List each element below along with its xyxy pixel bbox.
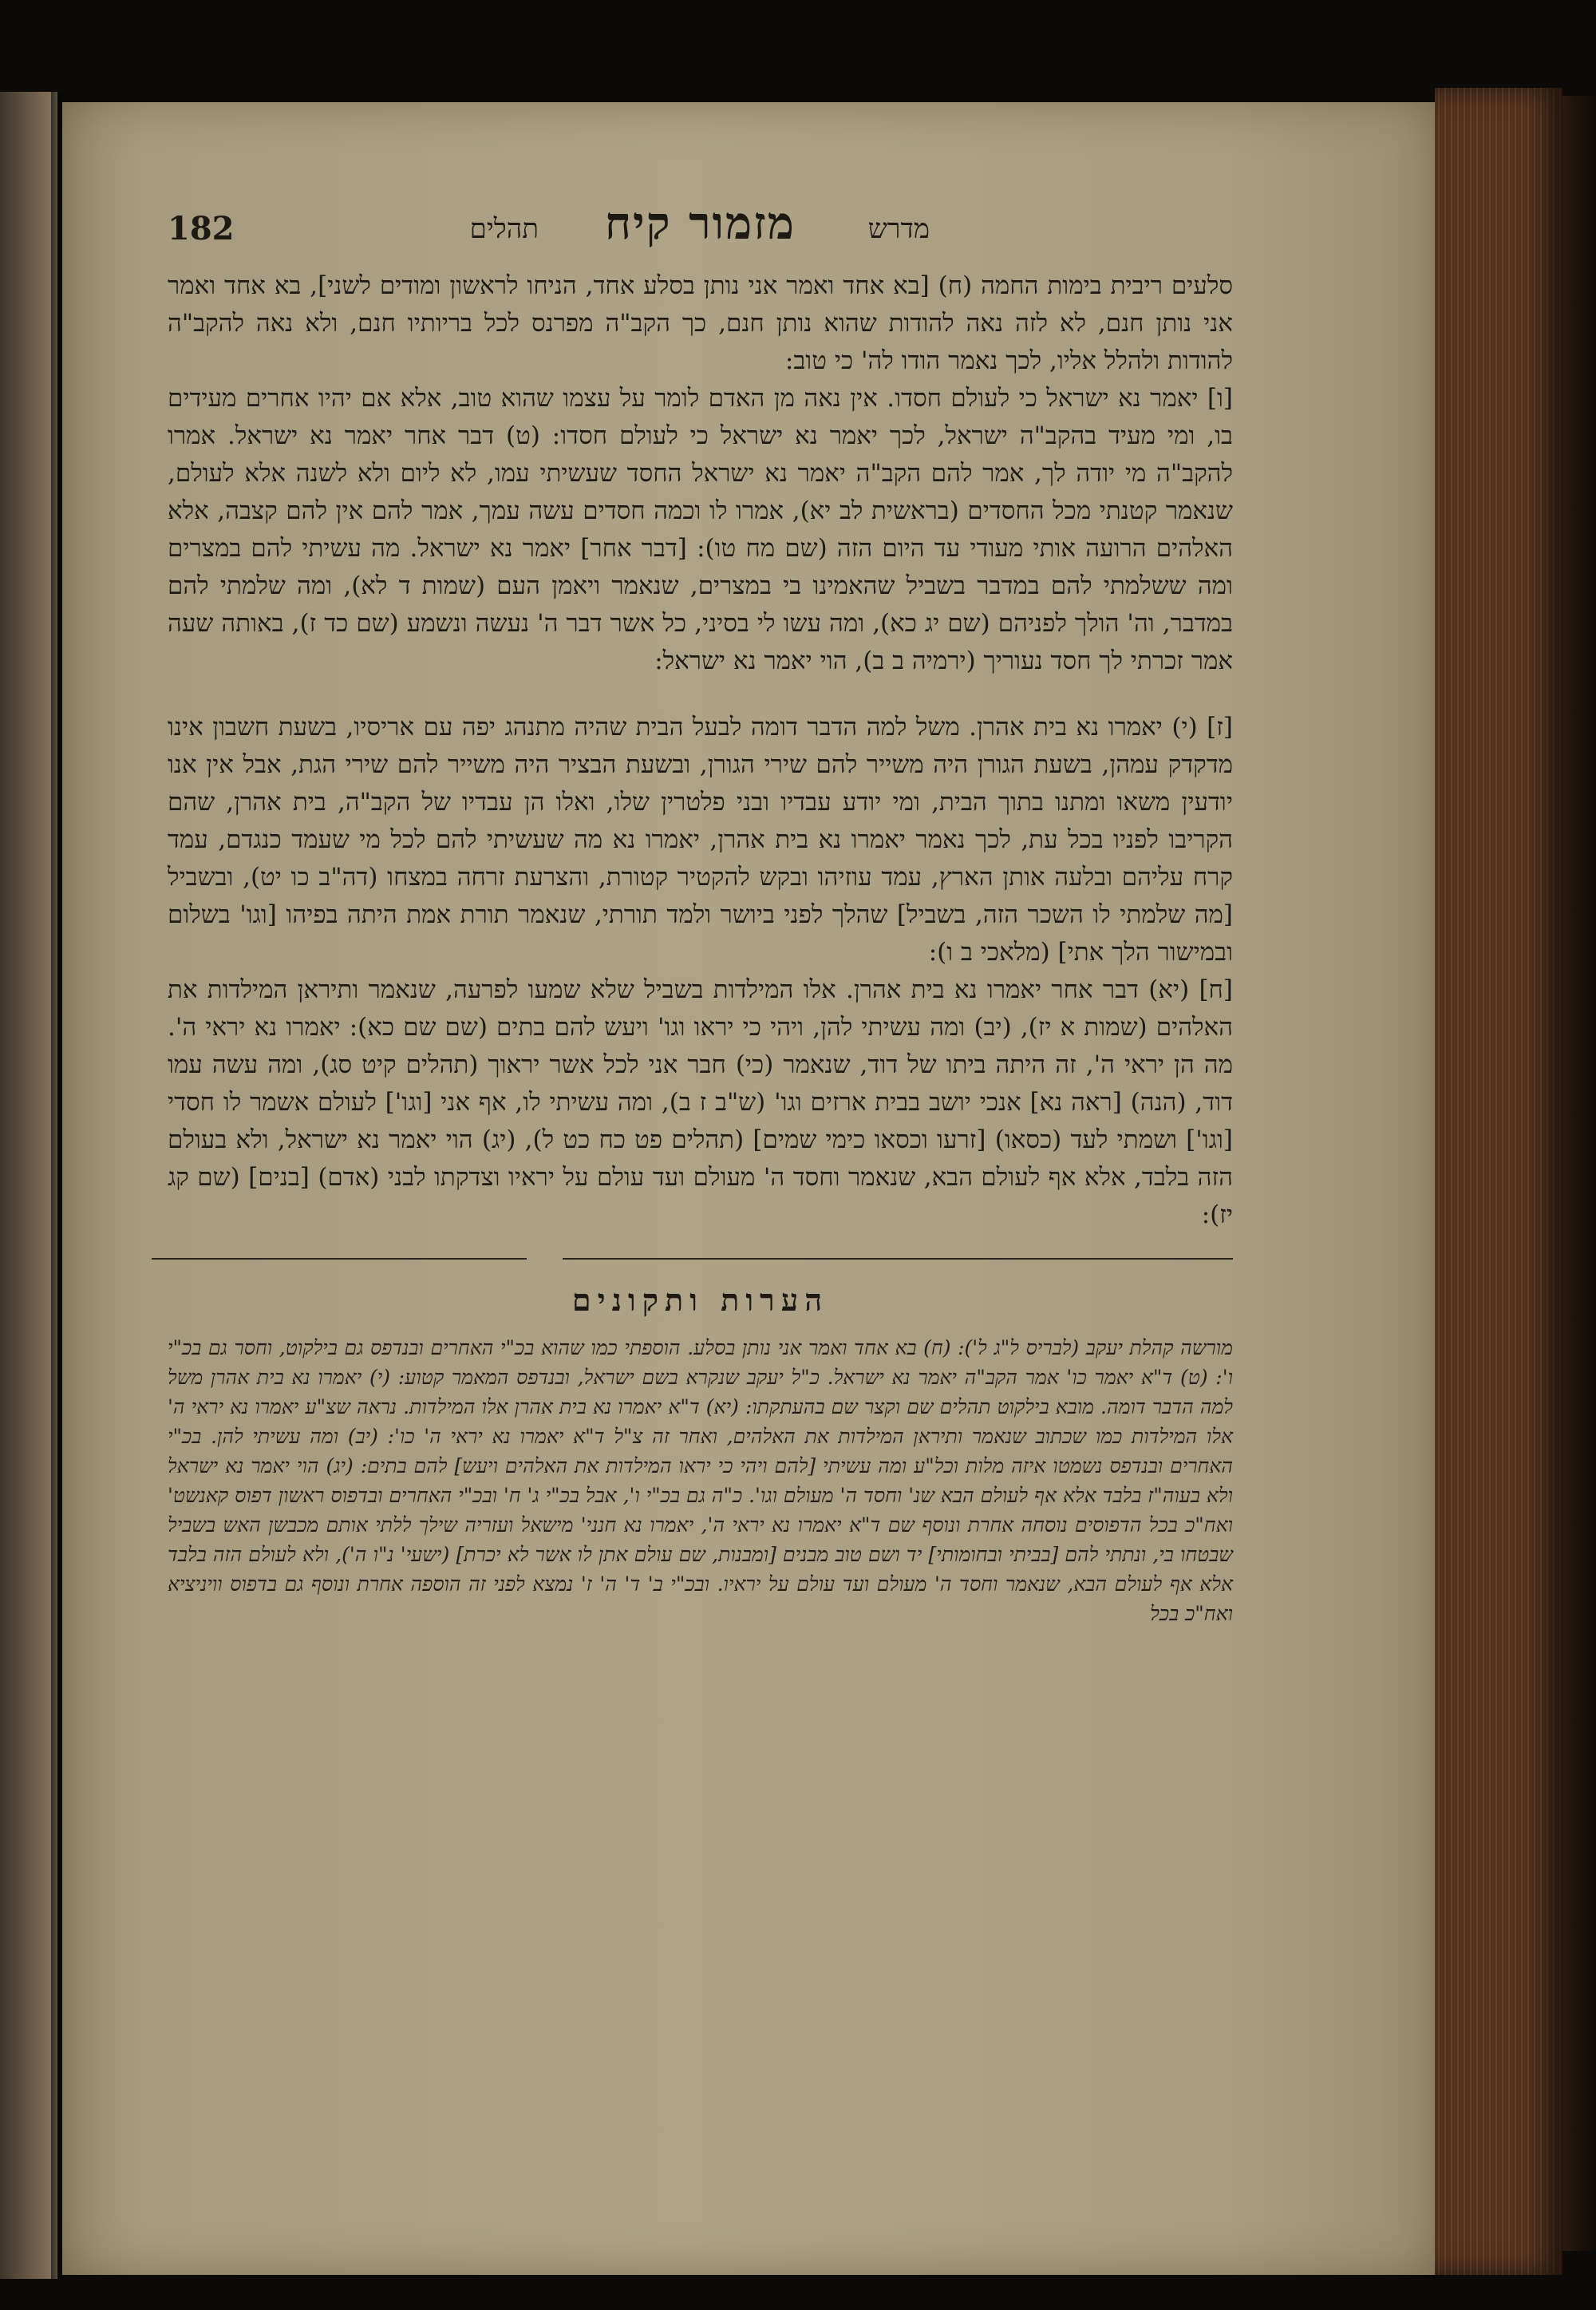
page-content: [168, 196, 1233, 1628]
book-page-edges: [1435, 88, 1562, 2275]
header-midrash: מדרש: [867, 213, 930, 245]
page-number: 182: [168, 210, 235, 247]
paragraph-section-7: [ז] (י) יאמרו נא בית אהרן. משל למה הדבר דומה לבעל הבית שהיה מתנהג יפה עם אריסיו, בשעת חשבון אינו מדקדק עמהן, בשעת הגורן היה משייר להם שירי הגורן, ובשעת הבציר היה משייר להם שירי הגת, אבל אין אנו יודעין משאו ומתנו בתוך הבית, ומי יודע עבדיו ובני פלטרין שלו, ואלו הן עבדיו של הקב"ה, בית אהרן, שהם הקריבו לפניו בכל עת, לכך נאמר יאמרו נא בית אהרן, יאמרו נא מה שעשיתי להם לכל מי שעמד כנגדם, עמד קרח עליהם ובלעה אותן הארץ, עמד עוזיהו ובקש להקטיר קטורת, והצרעת זרחה במצחו (דה"ב כו יט), ובשביל [מה שלמתי לו השכר הזה, בשביל] שהלך לפני ביושר ולמד תורתי, שנאמר תורת אמת היתה בפיהו [וגו' בשלום ובמישור הלך אתי] (מלאכי ב ו):: [168, 713, 1233, 967]
paragraph-intro: סלעים ריבית בימות החמה (ח) [בא אחד ואמר אני נותן בסלע אחד, הניחו לראשון ומודים לשני], בא אחד ואמר אני נותן חנם, לא לזה נאה להודות שהוא נותן חנם, כך הקב"ה מפרנס לכל בריותיו חנם, ולא נאה להקב"ה להודות ולהלל אליו, לכך נאמר הודו לה' כי טוב:: [168, 271, 1233, 375]
facing-page-edge: [0, 92, 57, 2279]
divider-line-left: [152, 1258, 527, 1260]
paragraph-section-6: [ו] יאמר נא ישראל כי לעולם חסדו. אין נאה מן האדם לומר על עצמו שהוא טוב, אלא אם יהיו אחרים מעידים בו, ומי מעיד בהקב"ה ישראל, לכך יאמר נא ישראל כי לעולם חסדו: (ט) דבר אחר יאמר נא ישראל. אמרו להקב"ה מי יודה לך, אמר להם הקב"ה יאמר נא ישראל החסד שעשיתי עמו, לא ליום ולא לשנה אלא לעולם, שנאמר קטנתי מכל החסדים (בראשית לב יא), אמרו לו וכמה חסדים עשה עמך, אמר להם אין להם קצבה, אלא האלהים הרועה אותי מעודי עד היום הזה (שם מח טו): [דבר אחר] יאמר נא ישראל. מה עשיתי להם במצרים ומה ששלמתי להם במדבר בשביל שהאמינו בי במצרים, שנאמר ויאמן העם (שמות ד לא), ומה שלמתי להם במדבר, וה' הולך לפניהם (שם יג כא), ומה עשו לי בסיני, כל אשר דבר ה' נעשה ונשמע (שם כד ז), באותה שעה אמר זכרתי לך חסד נעוריך (ירמיה ב ב), הוי יאמר נא ישראל:: [168, 384, 1233, 675]
notes-divider: [168, 1258, 1233, 1263]
notes-text: מורשה קהלת יעקב (לבריס ל"ג ל'): (ח) בא אחד ואמר אני נותן בסלע. הוספתי כמו שהוא בכ"י האחרים ובנדפס גם בילקוט, וחסר גם בכ"י ו': (ט) ד"א יאמר כו' אמר הקב"ה יאמר נא ישראל. כ"ל יעקב שנקרא בשם ישראל, ובנדפס המאמר קטוע: (י) יאמרו נא בית אהרן משל למה הדבר דומה. מובא בילקוט תהלים שם וקצר שם בהעתקתו: (יא) ד"א יאמרו נא בית אהרן אלו המילדות. נראה שצ"ע יאמרו נא יראי ה' אלו המילדות כמו שכתוב שנאמר ותיראן המילדות את האלהים, ואחר זה צ"ל ד"א יאמרו נא יראי ה' כו': (יב) ומה עשיתי להן. בכ"י האחרים ובנדפס נשמטו איזה מלות וכל"ע ומה עשיתי [להם ויהי כי יראו המילדות את האלהים ויעש] להם בתים: (יג) הוי יאמר נא ישראל ולא בעוה"ז בלבד אלא אף לעולם הבא שנ' וחסד ה' מעולם וגו'. כ"ה גם בכ"י ו', אבל בכ"י ג' ח' ובכ"י האחרים ובדפוס ראשון דפוס קאנשט' ואח"כ בכל הדפוסים נוסחה אחרת ונוסף שם ד"א יאמרו נא יראי ה', יאמרו נא חנני' מישאל ועזריה שילך ללתי אותם מכבשן האש בשביל שבטחו בי, ונתתי להם [בביתי ובחומותי] יד ושם טוב מבנים [ומבנות, שם עולם אתן לו אשר לא יכרת] (ישעי' נ"ו ה'), ולא לעולם הזה בלבד אלא אף לעולם הבא, שנאמר וחסד ה' מעולם ועד עולם על יראיו. ובכ"י ב' ד' ה' ז' נמצא לפני זה הוספה אחרת ונוסף גם בדפוס וויניציא ואח"כ בכל: [168, 1336, 1233, 1625]
header-psalm-title: מזמור קיח: [604, 197, 796, 250]
paragraph-section-8: [ח] (יא) דבר אחר יאמרו נא בית אהרן. אלו המילדות בשביל שלא שמעו לפרעה, שנאמר ותיראן המילדות את האלהים (שמות א יז), (יב) ומה עשיתי להן, ויהי כי יראו וגו' ויעש להם בתים (שם שם כא): יאמרו נא יראי ה'. מה הן יראי ה', זה היתה ביתו של דוד, שנאמר (כי) חבר אני לכל אשר יראוך (תהלים קיט סג), ומה עשה עמו דוד, (הנה) [ראה נא] אנכי יושב בבית ארזים וגו' (ש"ב ז ב), ומה עשיתי לו, אף אני [וגו'] לעולם אשמר לו חסדי [וגו'] ושמתי לעד (כסאו) [זרעו וכסאו כימי שמים] (תהלים פט כח כט ל), (יג) הוי יאמר נא ישראל, ולא בעולם הזה בלבד, אלא אף לעולם הבא, שנאמר וחסד ה' מעולם ועד עולם על יראיו וצדקתו לבני (אדם) [בנים] (שם קג יז):: [168, 975, 1233, 1229]
book-cover-edge: [1562, 96, 1596, 2251]
notes-title: הערות ותקונים: [571, 1282, 829, 1318]
running-header: [168, 196, 1233, 267]
header-tehillim: תהלים: [469, 213, 539, 245]
divider-line-right: [563, 1258, 1233, 1260]
